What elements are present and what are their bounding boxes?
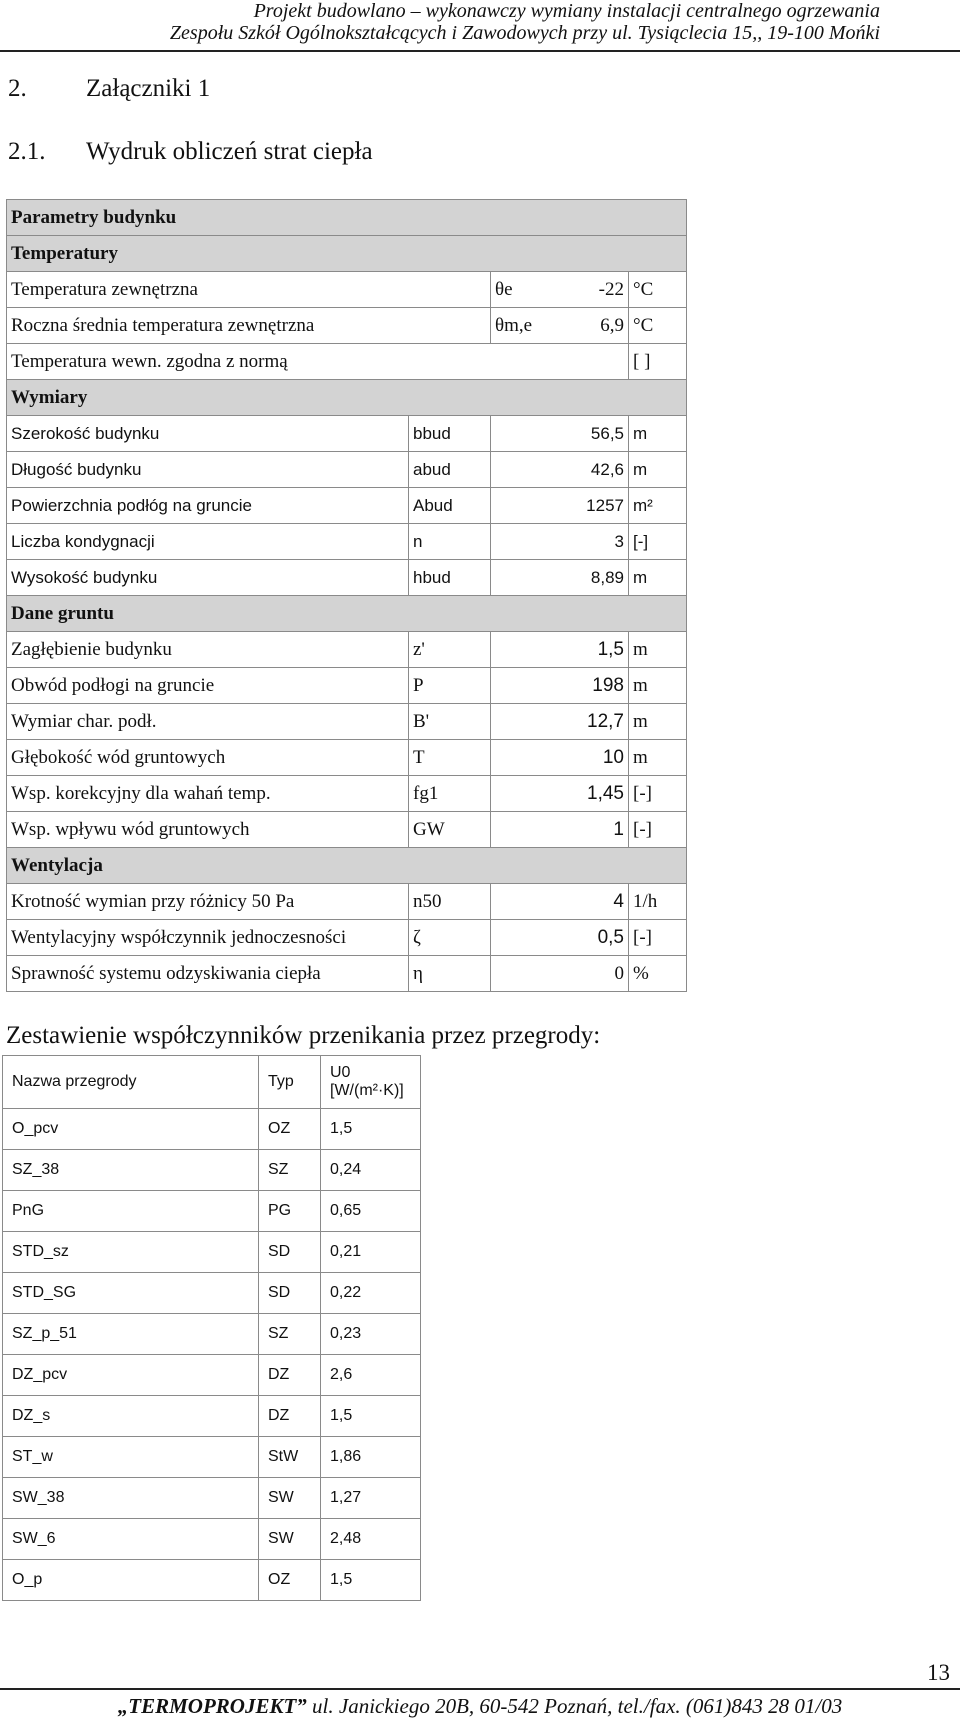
param-unit: °C: [629, 272, 687, 308]
param-value: 8,89: [491, 560, 629, 596]
section-title: Wydruk obliczeń strat ciepła: [86, 138, 373, 165]
table-row: [3, 1478, 421, 1519]
partition-name: SZ_p_51: [3, 1314, 259, 1355]
param-unit: m: [629, 452, 687, 488]
partition-name: DZ_s: [3, 1396, 259, 1437]
param-symbol: n50: [409, 884, 491, 920]
table-row: [7, 524, 687, 560]
param-label: Sprawność systemu odzyskiwania ciepła: [7, 956, 409, 992]
param-symbol: fg1: [409, 776, 491, 812]
table-row: [7, 272, 687, 308]
param-symbol: θe: [495, 278, 513, 300]
group-row-dimensions: [7, 380, 687, 416]
param-label: Krotność wymian przy różnicy 50 Pa: [7, 884, 409, 920]
param-value: 1257: [491, 488, 629, 524]
param-value: 10: [491, 740, 629, 776]
page-footer: [0, 1688, 960, 1719]
header-school-line: Zespołu Szkół Ogólnokształcących i Zawodowych przy ul. Tysiąclecia 15,, 19-100 Mońki: [169, 22, 880, 44]
partition-name: PnG: [3, 1191, 259, 1232]
partition-name: STD_SG: [3, 1273, 259, 1314]
table-row: [3, 1396, 421, 1437]
param-unit: [-]: [629, 524, 687, 560]
param-symbol: abud: [409, 452, 491, 488]
param-label: Liczba kondygnacji: [7, 524, 409, 560]
partition-u0: 1,86: [321, 1437, 421, 1478]
partition-type: SZ: [259, 1314, 321, 1355]
table-row: [7, 812, 687, 848]
column-header-name: Nazwa przegrody: [3, 1056, 259, 1109]
group-row-ventilation: [7, 848, 687, 884]
partition-type: DZ: [259, 1355, 321, 1396]
param-label: Wymiar char. podł.: [7, 704, 409, 740]
param-value: 1: [491, 812, 629, 848]
param-value-cell: [491, 308, 629, 344]
table-row: [7, 344, 687, 380]
param-label: Zagłębienie budynku: [7, 632, 409, 668]
partition-name: O_pcv: [3, 1109, 259, 1150]
uvalues-caption: Zestawienie współczynników przenikania przez przegrody:: [6, 1022, 601, 1049]
header-project-line: Projekt budowlano – wykonawczy wymiany instalacji centralnego ogrzewania: [253, 0, 880, 22]
building-parameters-table: [6, 199, 687, 992]
param-value: 198: [491, 668, 629, 704]
partition-u0: 1,5: [321, 1396, 421, 1437]
table-row: [3, 1560, 421, 1601]
param-unit: m²: [629, 488, 687, 524]
param-symbol: hbud: [409, 560, 491, 596]
param-value: 56,5: [491, 416, 629, 452]
group-row-ground: [7, 596, 687, 632]
param-unit: [-]: [629, 776, 687, 812]
partition-type: SD: [259, 1232, 321, 1273]
partition-name: DZ_pcv: [3, 1355, 259, 1396]
param-symbol: n: [409, 524, 491, 560]
partition-u0: 0,21: [321, 1232, 421, 1273]
partition-type: SW: [259, 1519, 321, 1560]
partition-u0: 1,5: [321, 1560, 421, 1601]
param-symbol: GW: [409, 812, 491, 848]
partition-u0: 1,5: [321, 1109, 421, 1150]
section-title: Załączniki 1: [86, 75, 211, 102]
param-label: Wsp. korekcyjny dla wahań temp.: [7, 776, 409, 812]
param-label: Temperatura wewn. zgodna z normą: [7, 344, 629, 380]
param-label: Temperatura zewnętrzna: [7, 272, 491, 308]
group-title: Wymiary: [7, 380, 687, 416]
table-row: [7, 632, 687, 668]
table-row: [3, 1232, 421, 1273]
param-value-cell: [491, 272, 629, 308]
table-row: [3, 1437, 421, 1478]
partition-u0: 0,24: [321, 1150, 421, 1191]
param-value: 4: [491, 884, 629, 920]
param-label: Długość budynku: [7, 452, 409, 488]
page-number: 13: [927, 1660, 950, 1685]
param-unit: %: [629, 956, 687, 992]
table-row: [3, 1519, 421, 1560]
partition-u0: 2,6: [321, 1355, 421, 1396]
param-symbol: T: [409, 740, 491, 776]
section-heading-2-1: [8, 138, 373, 166]
column-header-u0: [321, 1056, 421, 1109]
param-symbol: z': [409, 632, 491, 668]
table-header-row: [3, 1056, 421, 1109]
param-symbol: η: [409, 956, 491, 992]
group-title: Wentylacja: [7, 848, 687, 884]
param-unit: m: [629, 704, 687, 740]
param-value: 1,45: [491, 776, 629, 812]
param-unit: m: [629, 740, 687, 776]
partition-type: PG: [259, 1191, 321, 1232]
param-unit: m: [629, 668, 687, 704]
partition-type: SW: [259, 1478, 321, 1519]
table-row: [3, 1109, 421, 1150]
param-unit: [-]: [629, 812, 687, 848]
param-label: Wentylacyjny współczynnik jednoczesności: [7, 920, 409, 956]
param-unit: m: [629, 632, 687, 668]
section-number: 2.1.: [8, 138, 46, 165]
uvalues-table: [2, 1055, 421, 1601]
table-title-row: [7, 200, 687, 236]
partition-u0: 0,23: [321, 1314, 421, 1355]
section-heading-2: [8, 75, 210, 103]
param-value: 12,7: [491, 704, 629, 740]
section-number: 2.: [8, 75, 27, 102]
param-symbol: bbud: [409, 416, 491, 452]
param-label: Wsp. wpływu wód gruntowych: [7, 812, 409, 848]
partition-type: DZ: [259, 1396, 321, 1437]
param-value: 0,5: [491, 920, 629, 956]
u0-unit: [W/(m²·K)]: [330, 1082, 404, 1099]
group-title: Dane gruntu: [7, 596, 687, 632]
partition-type: OZ: [259, 1109, 321, 1150]
partition-type: SZ: [259, 1150, 321, 1191]
partition-name: SW_6: [3, 1519, 259, 1560]
param-value: -22: [598, 278, 624, 300]
table-row: [7, 560, 687, 596]
param-value: 0: [491, 956, 629, 992]
partition-name: STD_sz: [3, 1232, 259, 1273]
partition-type: StW: [259, 1437, 321, 1478]
param-unit: [ ]: [629, 344, 687, 380]
param-unit: m: [629, 560, 687, 596]
table-row: [7, 452, 687, 488]
table-row: [3, 1191, 421, 1232]
param-symbol: ζ: [409, 920, 491, 956]
param-label: Szerokość budynku: [7, 416, 409, 452]
param-unit: °C: [629, 308, 687, 344]
param-unit: 1/h: [629, 884, 687, 920]
partition-u0: 1,27: [321, 1478, 421, 1519]
table-row: [3, 1273, 421, 1314]
table-row: [7, 740, 687, 776]
param-symbol: B': [409, 704, 491, 740]
partition-u0: 0,22: [321, 1273, 421, 1314]
partition-name: ST_w: [3, 1437, 259, 1478]
footer-company: „TERMOPROJEKT”: [117, 1694, 307, 1718]
partition-u0: 0,65: [321, 1191, 421, 1232]
group-title: Temperatury: [7, 236, 687, 272]
table-title: Parametry budynku: [7, 200, 687, 236]
param-symbol: Abud: [409, 488, 491, 524]
param-value: 3: [491, 524, 629, 560]
table-row: [3, 1150, 421, 1191]
param-value: 6,9: [600, 314, 624, 336]
param-label: Wysokość budynku: [7, 560, 409, 596]
param-label: Głębokość wód gruntowych: [7, 740, 409, 776]
partition-type: SD: [259, 1273, 321, 1314]
partition-name: SZ_38: [3, 1150, 259, 1191]
table-row: [7, 884, 687, 920]
table-row: [7, 668, 687, 704]
table-row: [7, 776, 687, 812]
partition-u0: 2,48: [321, 1519, 421, 1560]
column-header-type: Typ: [259, 1056, 321, 1109]
table-row: [3, 1314, 421, 1355]
table-row: [7, 488, 687, 524]
u0-label: U0: [330, 1064, 351, 1081]
table-row: [7, 308, 687, 344]
param-label: Obwód podłogi na gruncie: [7, 668, 409, 704]
table-row: [7, 704, 687, 740]
param-value: 42,6: [491, 452, 629, 488]
table-row: [7, 416, 687, 452]
partition-name: O_p: [3, 1560, 259, 1601]
param-value: 1,5: [491, 632, 629, 668]
table-row: [3, 1355, 421, 1396]
param-unit: [-]: [629, 920, 687, 956]
footer-address: ul. Janickiego 20B, 60-542 Poznań, tel./fax. (061)843 28 01/03: [312, 1694, 843, 1718]
page-header: [0, 0, 960, 52]
group-row-temperatures: [7, 236, 687, 272]
table-row: [7, 956, 687, 992]
param-label: Powierzchnia podłóg na gruncie: [7, 488, 409, 524]
partition-type: OZ: [259, 1560, 321, 1601]
partition-name: SW_38: [3, 1478, 259, 1519]
param-symbol: P: [409, 668, 491, 704]
param-symbol: θm,e: [495, 314, 533, 336]
param-label: Roczna średnia temperatura zewnętrzna: [7, 308, 491, 344]
param-unit: m: [629, 416, 687, 452]
table-row: [7, 920, 687, 956]
